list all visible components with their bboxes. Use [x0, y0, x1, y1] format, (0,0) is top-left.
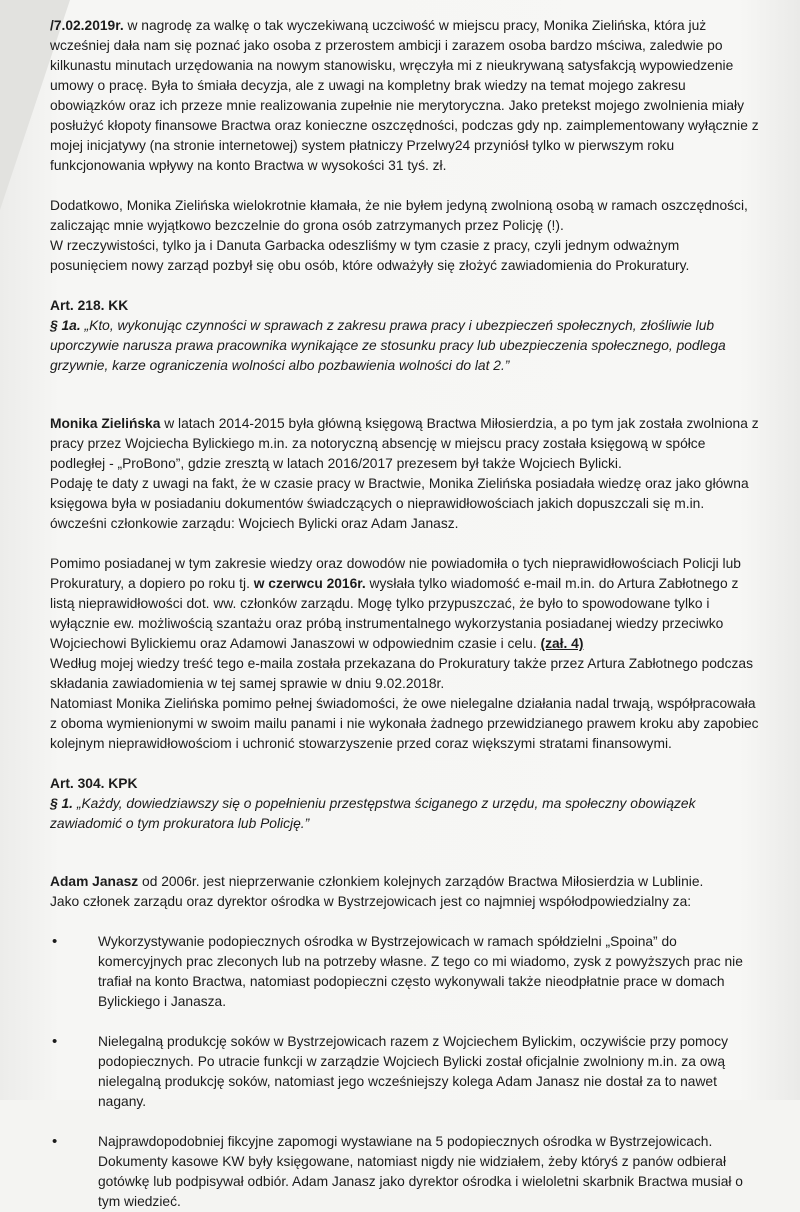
article-heading-304: Art. 304. KPK [50, 776, 138, 791]
paragraph-prosecution: Według mojej wiedzy treść tego e-maila została przekazana do Prokuratury także przez Artura Zabłotnego podczas składania zawiadomienia w tej samej sprawie w dniu 9.02.2018r. [50, 656, 753, 691]
paragraph-email: Pomimo posiadanej w tym zakresie wiedzy oraz dowodów nie powiadomiła o tych nieprawidłowościach Policji lub Prokuratury, a dopiero po roku tj. w czerwcu 2016r. wysłała tylko wiadomość e-mail m.in. do Artura Zabłotnego z listą nieprawidłowości dot. ww. członków zarządu. Mogę tylko przypuszczać, że było to spowodowane tylko i wyłącznie ew. możliwością szantażu oraz próbą instrumentalnego wykorzystania posiadanej wiedzy przeciwko Wojciechowi Bylickiemu oraz Adamowi Janaszowi w odpowiednim czasie i celu. (zał. 4) [50, 556, 741, 651]
paragraph-responsibility: Jako członek zarządu oraz dyrektor ośrodka w Bystrzejowicach jest co najmniej współodpowiedzialny za: [50, 894, 692, 909]
paragraph-reality: W rzeczywistości, tylko ja i Danuta Garbacka odeszliśmy w tym czasie z pracy, czyli jednym odważnym posunięciem nowy zarząd pozbył się obu osób, które odważyły się złożyć zawiadomienia do Prokuratury. [50, 238, 690, 273]
article-heading-218: Art. 218. KK [50, 298, 129, 313]
paragraph-cooperation: Natomiast Monika Zielińska pomimo pełnej świadomości, że owe nielegalne działania nadal trwają, współpracowała z oboma wymienionymi w swoim mailu panami i nie wykonała żadnego przewidzianego prawem kroku aby zapobiec kolejnym nieprawidłowościom i uchronić stowarzyszenie przed coraz większymi stratami finansowymi. [50, 696, 759, 751]
paragraph-dates: Podaję te daty z uwagi na fakt, że w czasie pracy w Bractwie, Monika Zielińska posiadała wiedzę oraz jako główna księgowa była w posiadaniu dokumentów świadczących o nieprawidłowościach jakich dopuszczali się m.in. ówcześni członkowie zarządu: Wojciech Bylicki oraz Adam Janasz. [50, 476, 749, 531]
paragraph-janasz: Adam Janasz od 2006r. jest nieprzerwanie członkiem kolejnych zarządów Bractwa Miłosierdzia w Lublinie. [50, 874, 704, 889]
document-body [50, 16, 760, 1212]
paragraph-lies: Dodatkowo, Monika Zielińska wielokrotnie kłamała, że nie byłem jedyną zwolnioną osobą w ramach oszczędności, zaliczając mnie wyjątkowo bezczelnie do grona osób zatrzymanych przez Policję (!). [50, 198, 748, 233]
list-item: • Nielegalną produkcję soków w Bystrzejowicach razem z Wojciechem Bylickim, oczywiście przy pomocy podopiecznych. Po utracie funkcji w zarządzie Wojciech Bylicki został oficjalnie zwolniony m.in. za ową nielegalną produkcję soków, natomiast jego wcześniejszy kolega Adam Janasz nie dostał za to nawet nagany. [50, 1032, 760, 1112]
list-item: • Wykorzystywanie podopiecznych ośrodka w Bystrzejowicach w ramach spółdzielni „Spoina” do komercyjnych prac zleconych lub na potrzeby własne. Z tego co mi wiadomo, zysk z powyższych prac nie trafiał na konto Bractwa, natomiast podopieczni często wykonywali także nieodpłatnie prace w domach Bylickiego i Janasza. [50, 932, 760, 1012]
paragraph-zielinska: Monika Zielińska w latach 2014-2015 była główną księgową Bractwa Miłosierdzia, a po tym jak została zwolniona z pracy przez Wojciecha Bylickiego m.in. za notoryczną absencję w miejscu pracy została księgową w spółce podległej - „ProBono”, gdzie zresztą w latach 2016/2017 prezesem był także Wojciech Bylicki. [50, 416, 759, 471]
paragraph-dismissal: /7.02.2019r. w nagrodę za walkę o tak wyczekiwaną uczciwość w miejscu pracy, Monika Zielińska, która już wcześniej dała nam się poznać jako osoba z przerostem ambicji i zarazem osoba bardzo mściwa, zaledwie po kilkunastu minutach urzędowania na nowym stanowisku, wręczyła mi z nieukrywaną satysfakcją wypowiedzenie umowy o pracę. Była to śmiała decyzja, ale z uwagi na kompletny brak wiedzy na temat mojego zakresu obowiązków oraz ich przeze mnie realizowania zupełnie nie merytoryczna. Jako pretekst mojego zwolnienia miały posłużyć kłopoty finansowe Bractwa oraz konieczne oszczędności, podczas gdy np. zaimplementowany wyłącznie z mojej inicjatywy (na stronie internetowej) system płatniczy Przelwy24 przyniósł tylko w pierwszym roku funkcjonowania wpływy na konto Bractwa w wysokości 31 tyś. zł. [50, 18, 759, 173]
list-item: • Najprawdopodobniej fikcyjne zapomogi wystawiane na 5 podopiecznych ośrodka w Bystrzejowicach. Dokumenty kasowe KW były księgowane, natomiast nigdy nie widziałem, żeby któryś z panów odbierał gotówkę lub podpisywał odbiór. Adam Janasz jako dyrektor ośrodka i wieloletni skarbnik Bractwa musiał o tym wiedzieć. [50, 1132, 760, 1212]
article-quote-218: § 1a. „Kto, wykonując czynności w sprawach z zakresu prawa pracy i ubezpieczeń społecznych, złośliwie lub uporczywie narusza prawa pracownika wynikające ze stosunku pracy lub ubezpieczenia społecznego, podlega grzywnie, karze ograniczenia wolności albo pozbawienia wolności do lat 2.” [50, 318, 726, 373]
article-quote-304: § 1. „Każdy, dowiedziawszy się o popełnieniu przestępstwa ściganego z urzędu, ma społeczny obowiązek zawiadomić o tym prokuratora lub Policję.” [50, 796, 696, 831]
responsibility-list [50, 932, 760, 1212]
date: /7.02.2019r. [50, 18, 124, 33]
attachment-ref: (zał. 4) [540, 636, 584, 651]
